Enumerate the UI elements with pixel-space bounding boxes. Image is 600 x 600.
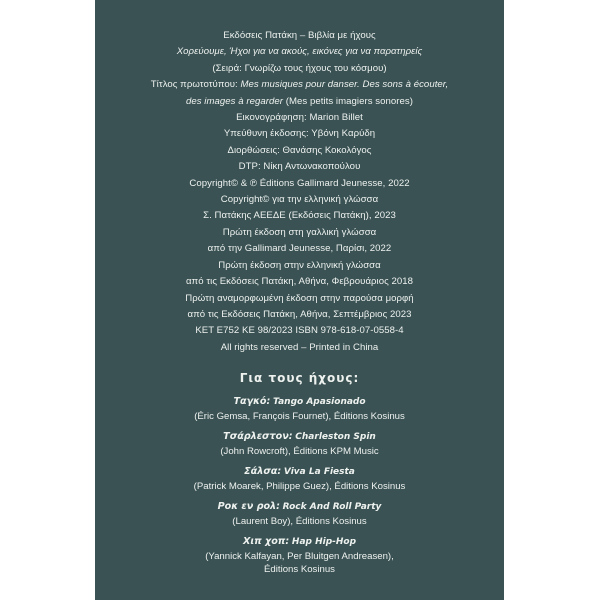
copyright-french: Copyright© & ℗ Éditions Gallimard Jeunesse, 2022 [189, 177, 410, 189]
track-details: (Laurent Boy), Éditions Kosinus [232, 515, 367, 527]
track-details: (John Rowcroft), Éditions KPM Music [220, 445, 379, 457]
publisher-series: Εκδόσεις Πατάκη – Βιβλία με ήχους [223, 30, 376, 41]
illustration-credit: Εικονογράφηση: Marion Billet [236, 112, 363, 124]
sound-credits-heading: Για τους ήχους: [239, 371, 360, 385]
first-edition-greek: Πρώτη έκδοση στην ελληνική γλώσσα [218, 259, 381, 271]
proofreading-credit: Διορθώσεις: Θανάσης Κοκολόγος [227, 144, 372, 156]
track-title: Hap Hip-Hop [291, 537, 357, 547]
dance-name: Ροκ εν ρολ: [217, 501, 280, 512]
track-details: (Yannick Kalfayan, Per Bluitgen Andreasen), [205, 550, 394, 562]
first-edition-greek-publisher: από τις Εκδόσεις Πατάκη, Αθήνα, Φεβρουάριος 2018 [185, 276, 414, 288]
original-title-cont [95, 94, 504, 110]
copyright-greek-holder: Σ. Πατάκης ΑΕΕΔΕ (Εκδόσεις Πατάκη), 2023 [203, 210, 396, 222]
original-title-label: Τίτλος πρωτοτύπου: [150, 79, 241, 91]
dtp-credit: DTP: Νίκη Αντωνακοπούλου [238, 161, 361, 173]
first-edition-french: Πρώτη έκδοση στη γαλλική γλώσσα [222, 226, 377, 238]
revised-edition: Πρώτη αναμορφωμένη έκδοση στην παρούσα μορφή [185, 292, 414, 304]
rights-notice: All rights reserved – Printed in China [220, 341, 379, 353]
book-title: Χορεύουμε, Ήχοι για να ακούς, εικόνες για να παρατηρείς [176, 46, 423, 58]
dance-name: Τσάρλεστον: [223, 431, 293, 442]
original-series: (Mes petits imagiers sonores) [283, 95, 414, 107]
track-title: Charleston Spin [295, 432, 376, 442]
dance-name: Ταγκό: [233, 396, 271, 407]
track-title: Rock And Roll Party [282, 502, 382, 512]
original-title-part2: des images à regarder [185, 95, 284, 107]
sound-item-salsa [95, 465, 504, 493]
dance-name: Χιπ χοπ: [242, 536, 290, 547]
first-edition-french-publisher: από την Gallimard Jeunesse, Παρίσι, 2022 [207, 243, 392, 255]
sound-item-charleston [95, 430, 504, 458]
original-title [95, 77, 504, 93]
copyright-greek-label: Copyright© για την ελληνική γλώσσα [220, 194, 379, 206]
original-title-part1: Mes musiques pour danser. Des sons à écouter, [240, 79, 449, 91]
sound-credits [95, 370, 504, 584]
dance-name: Σάλσα: [244, 466, 282, 477]
credits-page [95, 0, 504, 600]
track-details-cont: Éditions Kosinus [264, 564, 335, 575]
sound-item-hip-hop [95, 535, 504, 577]
revised-edition-publisher: από τις Εκδόσεις Πατάκη, Αθήνα, Σεπτέμβριος 2023 [187, 308, 412, 320]
catalog-codes: ΚΕΤ Ε752 ΚΕ 98/2023 ISBN 978-618-07-0558-4 [195, 325, 404, 337]
editor-credit: Υπεύθυνη έκδοσης: Υβόνη Καρύδη [223, 128, 376, 140]
sound-item-rock-and-roll [95, 500, 504, 528]
track-title: Tango Apasionado [273, 397, 366, 407]
track-title: Viva La Fiesta [283, 467, 355, 477]
sound-item-tango [95, 395, 504, 423]
track-details: (Éric Gemsa, François Fournet), Éditions Kosinus [194, 410, 405, 422]
series-line: (Σειρά: Γνωρίζω τους ήχους του κόσμου) [212, 62, 387, 74]
track-details: (Patrick Moarek, Philippe Guez), Éditions Kosinus [193, 480, 406, 492]
credits-block [95, 28, 504, 356]
